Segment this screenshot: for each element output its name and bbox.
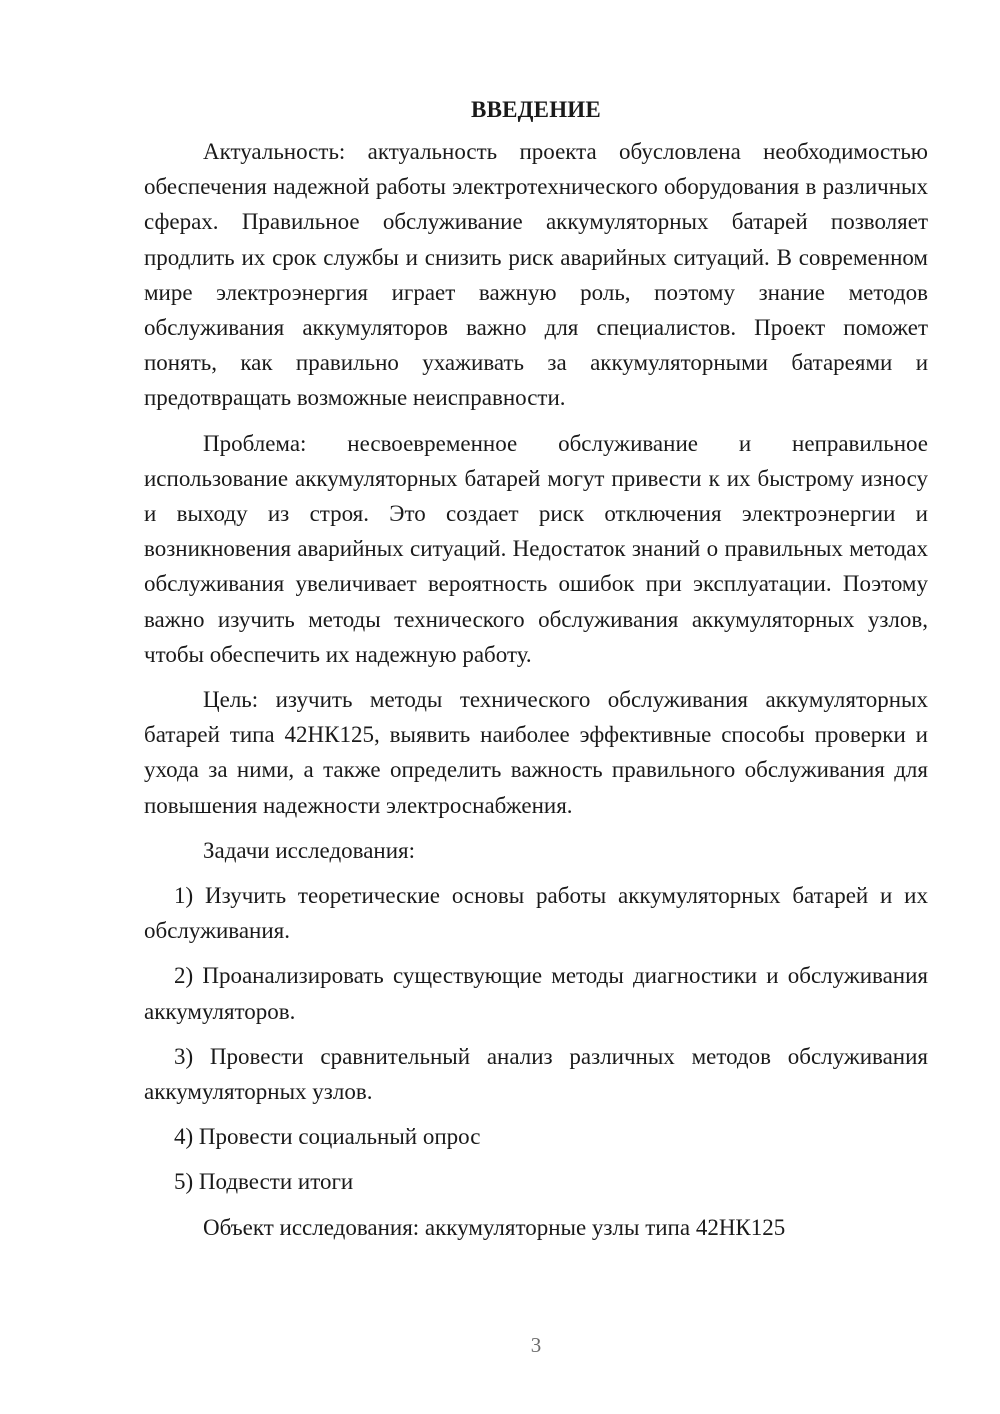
page-title: ВВЕДЕНИЕ — [471, 97, 601, 122]
paragraph-problem: Проблема: несвоевременное обслуживание и неправильное использование аккумуляторных батарей могут привести к их быстрому износу и выходу из строя. Это создает риск отключения электроэнергии и возникновения аварийных ситуаций. Недостаток знаний о правильных методах обслуживания увеличивает вероятность ошибок при эксплуатации. Поэтому важно изучить методы технического обслуживания аккумуляторных узлов, чтобы обеспечить их надежную работу. — [144, 430, 928, 667]
paragraph-relevance: Актуальность: актуальность проекта обусловлена необходимостью обеспечения надежной работы электротехнического оборудования в различных сферах. Правильное обслуживание аккумуляторных батарей позволяет продлить их срок службы и снизить риск аварийных ситуаций. В современном мире электроэнергия играет важную роль, поэтому знание методов обслуживания аккумуляторов важно для специалистов. Проект поможет понять, как правильно ухаживать за аккумуляторными батареями и предотвращать возможные неисправности. — [144, 139, 928, 411]
research-object: Объект исследования: аккумуляторные узлы типа 42НК125 — [203, 1214, 786, 1240]
page-number: 3 — [530, 1333, 542, 1357]
task-item-1: 1) Изучить теоретические основы работы аккумуляторных батарей и их обслуживания. — [144, 883, 928, 944]
document-page — [144, 92, 928, 1245]
task-item-2: 2) Проанализировать существующие методы диагностики и обслуживания аккумуляторов. — [144, 963, 928, 1024]
tasks-heading: Задачи исследования: — [203, 837, 416, 863]
paragraph-goal: Цель: изучить методы технического обслуживания аккумуляторных батарей типа 42НК125, выявить наиболее эффективные способы проверки и ухода за ними, а также определить важность правильного обслуживания для повышения надежности электроснабжения. — [144, 687, 928, 818]
task-item-3: 3) Провести сравнительный анализ различных методов обслуживания аккумуляторных узлов. — [144, 1043, 928, 1105]
task-item-4: 4) Провести социальный опрос — [174, 1124, 481, 1150]
task-item-5: 5) Подвести итоги — [174, 1169, 354, 1195]
